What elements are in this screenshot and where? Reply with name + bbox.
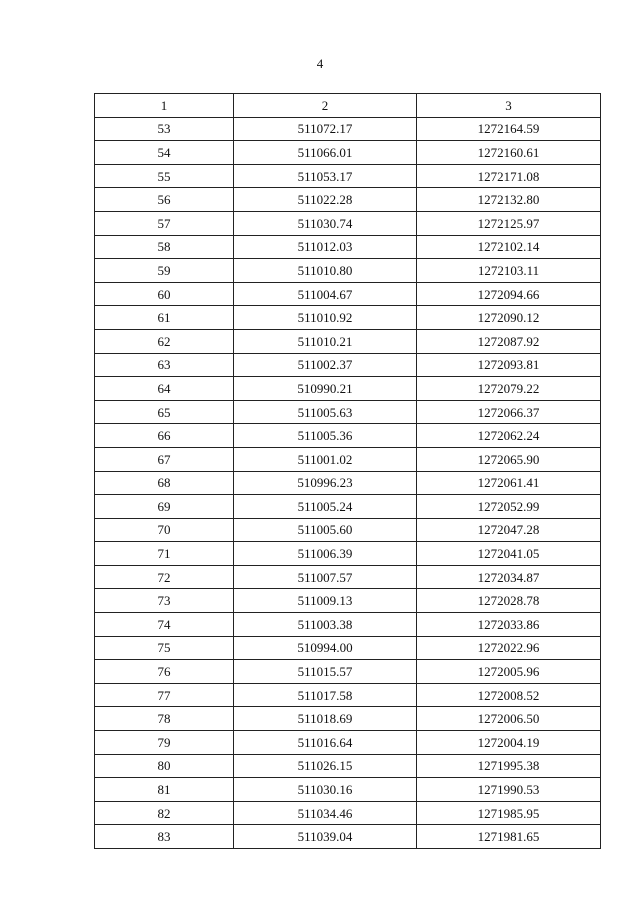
cell-point-number: 54 [95, 141, 234, 165]
cell-y-coordinate: 1272125.97 [417, 211, 601, 235]
cell-point-number: 83 [95, 825, 234, 849]
table-row [95, 613, 601, 637]
cell-y-coordinate: 1272079.22 [417, 377, 601, 401]
cell-y-coordinate: 1272061.41 [417, 471, 601, 495]
table-row [95, 141, 601, 165]
cell-point-number: 73 [95, 589, 234, 613]
cell-x-coordinate: 511005.24 [234, 495, 417, 519]
table-row [95, 542, 601, 566]
cell-y-coordinate: 1272066.37 [417, 400, 601, 424]
cell-x-coordinate: 510990.21 [234, 377, 417, 401]
cell-point-number: 76 [95, 660, 234, 684]
cell-point-number: 74 [95, 613, 234, 637]
cell-point-number: 67 [95, 447, 234, 471]
cell-x-coordinate: 511010.92 [234, 306, 417, 330]
cell-x-coordinate: 511016.64 [234, 731, 417, 755]
table-row [95, 565, 601, 589]
cell-point-number: 71 [95, 542, 234, 566]
cell-point-number: 63 [95, 353, 234, 377]
cell-x-coordinate: 511002.37 [234, 353, 417, 377]
table-row [95, 400, 601, 424]
cell-point-number: 70 [95, 518, 234, 542]
table-row [95, 306, 601, 330]
cell-point-number: 72 [95, 565, 234, 589]
cell-point-number: 78 [95, 707, 234, 731]
cell-x-coordinate: 511007.57 [234, 565, 417, 589]
column-header-x: 2 [234, 94, 417, 118]
cell-point-number: 60 [95, 282, 234, 306]
table-row [95, 211, 601, 235]
cell-x-coordinate: 511026.15 [234, 754, 417, 778]
cell-y-coordinate: 1272171.08 [417, 164, 601, 188]
cell-x-coordinate: 511066.01 [234, 141, 417, 165]
cell-x-coordinate: 511003.38 [234, 613, 417, 637]
cell-x-coordinate: 510996.23 [234, 471, 417, 495]
cell-x-coordinate: 511010.21 [234, 329, 417, 353]
table-body [95, 117, 601, 848]
cell-point-number: 75 [95, 636, 234, 660]
cell-x-coordinate: 511001.02 [234, 447, 417, 471]
cell-point-number: 59 [95, 259, 234, 283]
cell-y-coordinate: 1272093.81 [417, 353, 601, 377]
table-row [95, 329, 601, 353]
cell-y-coordinate: 1271995.38 [417, 754, 601, 778]
table-row [95, 518, 601, 542]
cell-point-number: 69 [95, 495, 234, 519]
cell-point-number: 79 [95, 731, 234, 755]
table-row [95, 377, 601, 401]
cell-x-coordinate: 511005.60 [234, 518, 417, 542]
cell-y-coordinate: 1272090.12 [417, 306, 601, 330]
cell-y-coordinate: 1272132.80 [417, 188, 601, 212]
cell-y-coordinate: 1271985.95 [417, 801, 601, 825]
cell-point-number: 62 [95, 329, 234, 353]
cell-point-number: 81 [95, 778, 234, 802]
table-row [95, 778, 601, 802]
cell-y-coordinate: 1272004.19 [417, 731, 601, 755]
cell-point-number: 68 [95, 471, 234, 495]
cell-x-coordinate: 511053.17 [234, 164, 417, 188]
cell-x-coordinate: 511010.80 [234, 259, 417, 283]
cell-x-coordinate: 510994.00 [234, 636, 417, 660]
cell-y-coordinate: 1272008.52 [417, 683, 601, 707]
cell-point-number: 77 [95, 683, 234, 707]
cell-point-number: 66 [95, 424, 234, 448]
cell-y-coordinate: 1272103.11 [417, 259, 601, 283]
table-row [95, 707, 601, 731]
table-row [95, 636, 601, 660]
cell-point-number: 64 [95, 377, 234, 401]
table-header-row [95, 94, 601, 118]
column-header-point: 1 [95, 94, 234, 118]
cell-x-coordinate: 511034.46 [234, 801, 417, 825]
table-row [95, 471, 601, 495]
cell-x-coordinate: 511012.03 [234, 235, 417, 259]
cell-x-coordinate: 511004.67 [234, 282, 417, 306]
cell-x-coordinate: 511005.36 [234, 424, 417, 448]
table-row [95, 754, 601, 778]
table-row [95, 188, 601, 212]
cell-x-coordinate: 511072.17 [234, 117, 417, 141]
table-row [95, 660, 601, 684]
cell-y-coordinate: 1272006.50 [417, 707, 601, 731]
table-row [95, 259, 601, 283]
cell-x-coordinate: 511006.39 [234, 542, 417, 566]
cell-y-coordinate: 1272034.87 [417, 565, 601, 589]
cell-x-coordinate: 511018.69 [234, 707, 417, 731]
table-row [95, 117, 601, 141]
cell-y-coordinate: 1272094.66 [417, 282, 601, 306]
cell-x-coordinate: 511015.57 [234, 660, 417, 684]
cell-y-coordinate: 1272028.78 [417, 589, 601, 613]
table-row [95, 495, 601, 519]
cell-point-number: 55 [95, 164, 234, 188]
cell-point-number: 82 [95, 801, 234, 825]
cell-y-coordinate: 1272041.05 [417, 542, 601, 566]
page-number: 4 [316, 56, 324, 71]
cell-x-coordinate: 511030.16 [234, 778, 417, 802]
cell-y-coordinate: 1272005.96 [417, 660, 601, 684]
table-row [95, 801, 601, 825]
cell-y-coordinate: 1272164.59 [417, 117, 601, 141]
cell-point-number: 80 [95, 754, 234, 778]
cell-y-coordinate: 1271990.53 [417, 778, 601, 802]
cell-point-number: 57 [95, 211, 234, 235]
cell-point-number: 58 [95, 235, 234, 259]
cell-y-coordinate: 1272102.14 [417, 235, 601, 259]
cell-y-coordinate: 1272022.96 [417, 636, 601, 660]
cell-point-number: 56 [95, 188, 234, 212]
cell-y-coordinate: 1272160.61 [417, 141, 601, 165]
table-row [95, 164, 601, 188]
cell-y-coordinate: 1272087.92 [417, 329, 601, 353]
table-row [95, 731, 601, 755]
cell-x-coordinate: 511039.04 [234, 825, 417, 849]
cell-point-number: 53 [95, 117, 234, 141]
table-row [95, 683, 601, 707]
cell-x-coordinate: 511017.58 [234, 683, 417, 707]
coordinates-table [94, 93, 601, 849]
cell-y-coordinate: 1272052.99 [417, 495, 601, 519]
column-header-y: 3 [417, 94, 601, 118]
cell-y-coordinate: 1272062.24 [417, 424, 601, 448]
cell-y-coordinate: 1272065.90 [417, 447, 601, 471]
table-row [95, 825, 601, 849]
table-row [95, 424, 601, 448]
cell-y-coordinate: 1272047.28 [417, 518, 601, 542]
table-row [95, 235, 601, 259]
cell-point-number: 65 [95, 400, 234, 424]
cell-x-coordinate: 511030.74 [234, 211, 417, 235]
cell-x-coordinate: 511005.63 [234, 400, 417, 424]
table-row [95, 589, 601, 613]
cell-y-coordinate: 1271981.65 [417, 825, 601, 849]
cell-y-coordinate: 1272033.86 [417, 613, 601, 637]
cell-x-coordinate: 511022.28 [234, 188, 417, 212]
table-row [95, 282, 601, 306]
cell-point-number: 61 [95, 306, 234, 330]
cell-x-coordinate: 511009.13 [234, 589, 417, 613]
table-row [95, 353, 601, 377]
table-row [95, 447, 601, 471]
